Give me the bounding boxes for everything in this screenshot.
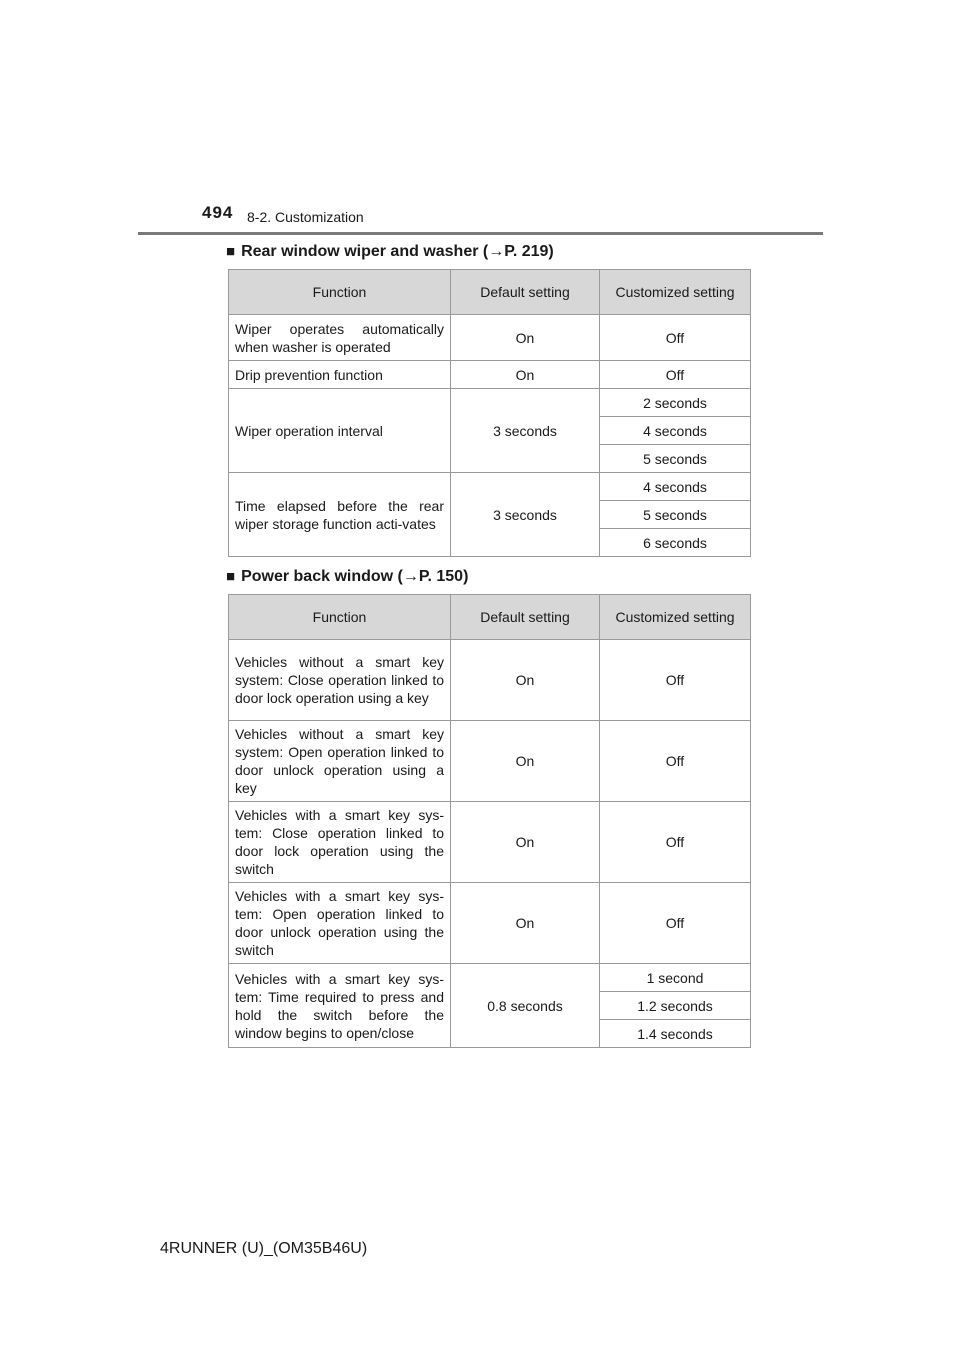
table-row <box>229 721 751 802</box>
default-cell: On <box>451 802 600 883</box>
custom-cell: 6 seconds <box>600 529 751 557</box>
column-header: Customized setting <box>600 270 751 315</box>
default-cell: 3 seconds <box>451 473 600 557</box>
custom-cell: 4 seconds <box>600 417 751 445</box>
table-row <box>229 883 751 964</box>
custom-cell: Off <box>600 721 751 802</box>
table-header-row <box>229 595 751 640</box>
heading-power-back-window <box>226 568 468 586</box>
header-rule <box>138 232 823 235</box>
default-cell: On <box>451 721 600 802</box>
table-row <box>229 473 751 501</box>
rear-wiper-table <box>228 269 751 557</box>
table-header-row <box>229 270 751 315</box>
section-title: 8-2. Customization <box>247 209 364 225</box>
function-cell: Wiper operates automatically when washer is operated <box>229 315 451 361</box>
heading-title: Power back window ( <box>241 568 403 585</box>
function-cell: Vehicles with a smart key sys-tem: Close operation linked to door lock operation using the switch <box>229 802 451 883</box>
square-bullet-icon: ■ <box>226 568 236 585</box>
custom-cell: Off <box>600 883 751 964</box>
heading-title: Rear window wiper and washer ( <box>241 243 489 260</box>
function-cell: Drip prevention function <box>229 361 451 389</box>
function-cell: Vehicles with a smart key sys-tem: Time required to press and hold the switch before the window begins to open/close <box>229 964 451 1048</box>
arrow-right-icon: → <box>488 243 505 260</box>
default-cell: On <box>451 315 600 361</box>
footer-model-code: 4RUNNER (U)_(OM35B46U) <box>160 1240 368 1257</box>
custom-cell: Off <box>600 640 751 721</box>
custom-cell: 1 second <box>600 964 751 992</box>
custom-cell: Off <box>600 802 751 883</box>
default-cell: 0.8 seconds <box>451 964 600 1048</box>
default-cell: On <box>451 883 600 964</box>
table-row <box>229 802 751 883</box>
default-cell: 3 seconds <box>451 389 600 473</box>
column-header: Customized setting <box>600 595 751 640</box>
table-row <box>229 315 751 361</box>
custom-cell: 4 seconds <box>600 473 751 501</box>
function-cell: Time elapsed before the rear wiper storage function acti-vates <box>229 473 451 557</box>
power-back-window-table <box>228 594 751 1048</box>
custom-cell: 5 seconds <box>600 445 751 473</box>
custom-cell: Off <box>600 361 751 389</box>
default-cell: On <box>451 361 600 389</box>
heading-rear-wiper <box>226 243 554 261</box>
custom-cell: 1.4 seconds <box>600 1020 751 1048</box>
column-header: Default setting <box>451 270 600 315</box>
default-cell: On <box>451 640 600 721</box>
function-cell: Vehicles with a smart key sys-tem: Open operation linked to door unlock operation using the switch <box>229 883 451 964</box>
custom-cell: 2 seconds <box>600 389 751 417</box>
table-row <box>229 361 751 389</box>
heading-page-ref[interactable]: P. 150) <box>418 568 469 585</box>
custom-cell: 5 seconds <box>600 501 751 529</box>
function-cell: Wiper operation interval <box>229 389 451 473</box>
table-row <box>229 964 751 992</box>
table-row <box>229 640 751 721</box>
page-number: 494 <box>202 203 234 222</box>
custom-cell: 1.2 seconds <box>600 992 751 1020</box>
arrow-right-icon: → <box>402 568 419 585</box>
square-bullet-icon: ■ <box>226 243 236 260</box>
function-cell: Vehicles without a smart key system: Close operation linked to door lock operation using a key <box>229 640 451 721</box>
custom-cell: Off <box>600 315 751 361</box>
column-header: Function <box>229 270 451 315</box>
table-row <box>229 389 751 417</box>
column-header: Default setting <box>451 595 600 640</box>
heading-page-ref[interactable]: P. 219) <box>504 243 554 260</box>
column-header: Function <box>229 595 451 640</box>
function-cell: Vehicles without a smart key system: Open operation linked to door unlock operation using a key <box>229 721 451 802</box>
